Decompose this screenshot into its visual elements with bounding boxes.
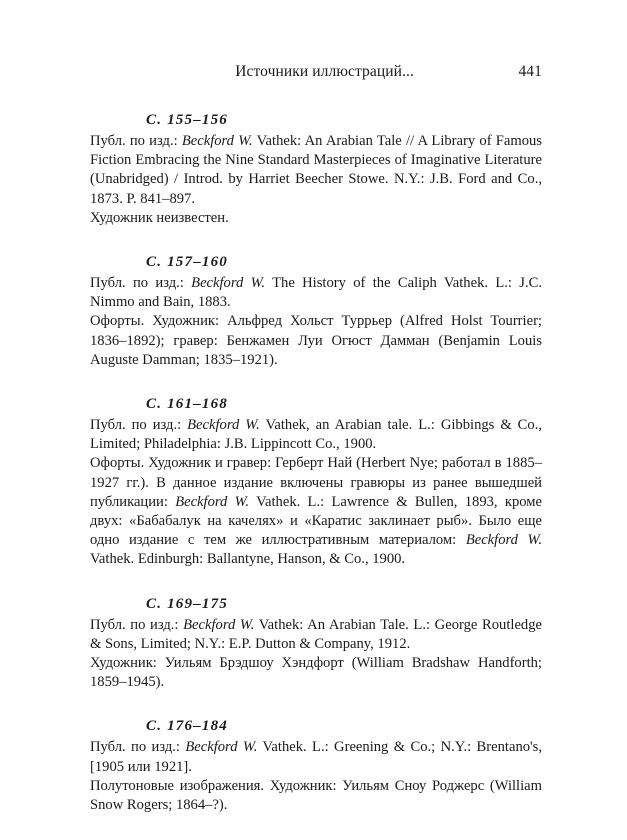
artist-note [90, 312, 542, 370]
page-header [90, 63, 542, 83]
publication-text: Vathek. L.: Greening & Co.; N.Y.: Brentano's, [1905 или 1921]. [90, 739, 542, 775]
artist-text: Офорты. Художник и гравер: Герберт Най (Herbert Nye; работал в 1885–1927 гг.). В данное издание включены гравюры из ранее вышедшей публикации: [90, 455, 542, 510]
author-name: Beckford W. [191, 275, 266, 292]
publication-text: The History of the Caliph Vathek. L.: J.C. Nimmo and Bain, 1883. [90, 275, 542, 311]
page-range-heading: С. 169–175 [146, 595, 229, 612]
page-range-heading: С. 157–160 [146, 254, 229, 271]
author-name: Beckford W. [181, 133, 253, 149]
author-name: Beckford W. [185, 739, 258, 756]
author-name: Beckford W. [187, 417, 260, 434]
publication-note [90, 616, 542, 654]
artist-text: Офорты. Художник: Альфред Хольст Туррьер (Alfred Holst Tourrier; 1836–1892); гравер: Бенжамен Луи Огюст Дамман (Benjamin Louis Auguste Damman; 1835–1921). [90, 313, 542, 368]
artist-note [90, 454, 542, 569]
page-body [90, 111, 542, 840]
author-name: Beckford W. [183, 616, 255, 633]
author-name: Beckford W. [175, 493, 250, 510]
illustration-source-entry [90, 595, 542, 693]
publication-prefix: Публ. по изд.: [90, 739, 186, 756]
page-range-heading: С. 161–168 [146, 396, 229, 413]
illustration-source-entry [90, 717, 542, 815]
publication-prefix: Публ. по изд.: [90, 133, 182, 149]
publication-text: Vathek, an Arabian tale. L.: Gibbings & Co., Limited; Philadelphia: J.B. Lippincott Co., 1900. [90, 417, 543, 453]
illustration-source-entry [90, 395, 542, 570]
publication-prefix: Публ. по изд.: [90, 616, 184, 633]
illustration-source-entry [90, 253, 542, 370]
artist-text: Художник: Уильям Брэдшоу Хэндфорт (William Bradshaw Handforth; 1859–1945). [90, 655, 542, 691]
illustration-source-entry [90, 111, 542, 228]
publication-note [90, 416, 542, 454]
page-number: 441 [518, 63, 542, 80]
running-title: Источники иллюстраций... [235, 63, 414, 80]
publication-text: Vathek: An Arabian Tale // A Library of Famous Fiction Embracing the Nine Standard Masterpieces of Imaginative Literature (Unabridged) / Introd. by Harriet Beecher Stowe. N.Y.: J.B. Ford and Co., 1873. P. 841–897. [90, 133, 542, 207]
publication-note [90, 738, 542, 776]
artist-note [90, 777, 542, 815]
artist-text-continued: Vathek. L.: Lawrence & Bullen, 1893, кроме двух: «Бабабалук на качелях» и «Каратис заклинает рыб». Было еще одно издание с тем же иллюстративным материалом: [90, 493, 542, 549]
publication-prefix: Публ. по изд.: [90, 275, 192, 292]
publication-note [90, 274, 542, 312]
artist-text: Полутоновые изображения. Художник: Уильям Сноу Роджерс (William Snow Rogers; 1864–?). [90, 777, 542, 814]
artist-note [90, 209, 542, 228]
page-range-heading: С. 176–184 [146, 718, 229, 735]
publication-note [90, 132, 542, 209]
author-name: Beckford W. [465, 532, 542, 549]
publication-prefix: Публ. по изд.: [90, 417, 188, 434]
page-range-heading: С. 155–156 [146, 112, 229, 128]
artist-text: Художник неизвестен. [90, 209, 229, 226]
artist-note [90, 654, 542, 692]
publication-text: Vathek: An Arabian Tale. L.: George Routledge & Sons, Limited; N.Y.: E.P. Dutton & Company, 1912. [90, 616, 542, 652]
artist-text-end: Vathek. Edinburgh: Ballantyne, Hanson, & Co., 1900. [90, 551, 406, 568]
